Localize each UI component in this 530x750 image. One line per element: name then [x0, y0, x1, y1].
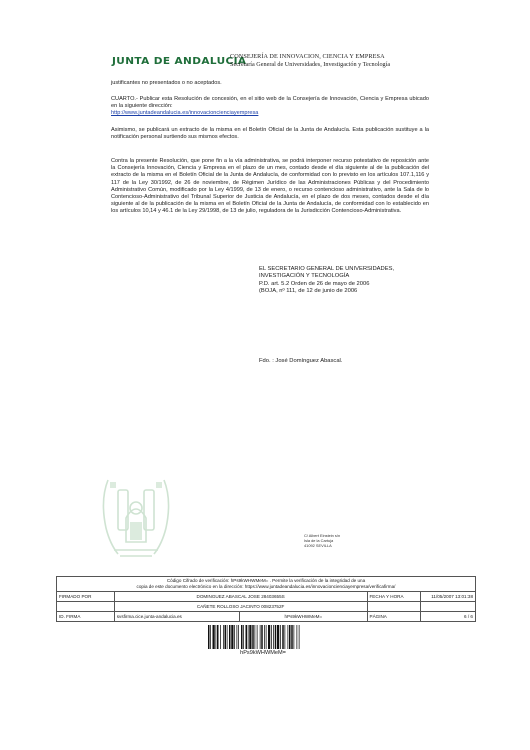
paragraph-cuarto-text: CUARTO.- Publicar esta Resolución de concesión, en el sitio web de la Consejería de Innovación, Ciencia y Empresa ubicado en la siguiente dirección: [111, 96, 429, 110]
address-block [304, 533, 340, 549]
id-firma-label: ID. FIRMA [57, 612, 115, 621]
signature-block [259, 266, 429, 296]
verification-code: hPs9kWHWMeM= [240, 612, 367, 621]
table-row [57, 602, 475, 612]
signer-2: CAÑETE ROLLOSO JACINTO 00823752F [115, 602, 368, 611]
junta-logo: JUNTA DE ANDALUCIA [112, 55, 247, 67]
signature-line-2: INVESTIGACIÓN Y TECNOLOGÍA [259, 273, 350, 280]
signature-line-1: EL SECRETARIO GENERAL DE UNIVERSIDADES, [259, 266, 395, 272]
barcode-icon [208, 625, 318, 649]
verification-header [57, 577, 475, 592]
paragraph-cuarto [111, 96, 429, 118]
signature-line-4: (BOJA, nº 111, de 12 de junio de 2006 [259, 288, 358, 295]
address-line-2: Isla de la Cartuja [304, 538, 334, 544]
empty-cell [368, 602, 422, 611]
address-line-1: C/ Albert Einstein s/n [304, 533, 341, 538]
empty-cell [57, 602, 115, 611]
signature-line-3: P.D. art. 5.2 Orden de 26 de mayo de 2006 [259, 280, 370, 287]
paragraph-recurso: Contra la presente Resolución, que pone fin a la vía administrativa, se podrá interponer recurso potestativo de reposición ante la Consejería Innovación, Ciencia y Empresa en el plazo de un mes, contado desde el día siguiente al de la publicación del extracto de la misma en el Boletín Oficial de la Junta de Andalucía, de conformidad con lo previsto en los artículos 107.1,116 y 117 de la Ley 30/1992, de 26 de noviembre, de Régimen Jurídico de las Administraciones Públicas y del Procedimiento Administrativo Común, modificado por la Ley 4/1999, de 13 de enero, o recurso contencioso administrativo, ante la Sala de lo Contencioso-Administrativo del Tribunal Superior de Justicia de Andalucía, en el plazo de dos meses, contados desde el día siguiente al de la publicación de la misma en el Boletín Oficial de la Junta de Andalucía, de conformidad con lo establecido en los artículos 10,14 y 46.1 de la Ley 29/1998, de 13 de julio, reguladora de la Jurisdicción Contencioso-Administrativa. [111, 158, 429, 215]
verification-line-2: copia de este documento electrónico en la dirección: https://www.juntadeandalucia.es/innovacioncienciayempresa/verificafirma/ [136, 584, 396, 589]
verification-line-1: Código Cifrado de verificación: hPs9kWHWMeM= . Permite la verificación de la integridad de una [166, 578, 366, 583]
verification-table [56, 576, 476, 622]
empty-cell [421, 602, 475, 611]
coat-of-arms-watermark-icon [96, 470, 176, 560]
paragraph-asimismo: Asimismo, se publicará un extracto de la misma en el Boletín Oficial de la Junta de Andalucía. Esta publicación sustituye a la notificación personal surtiendo sus mismos efectos. [111, 127, 429, 141]
pagina-value: 6 / 6 [464, 614, 473, 619]
id-firma-value: svsfirma.cice.junta-andalucia.es [115, 612, 240, 621]
firmado-por-label: FIRMADO POR [57, 592, 115, 601]
pagina-label: PÁGINA [368, 612, 422, 621]
department-header [230, 53, 390, 69]
paragraph-justificantes: justificantes no presentados o no aceptados. [111, 80, 222, 86]
consejeria-link[interactable]: http://www.juntadeandalucia.es/innovacioncienciayempresa [111, 110, 259, 117]
table-row [57, 592, 475, 602]
signer-1: DOMINGUEZ ABASCAL JOSE 28403655S [115, 592, 368, 601]
department-name: CONSEJERÍA DE INNOVACION, CIENCIA Y EMPRESA [230, 53, 385, 60]
fecha-label: FECHA Y HORA [368, 592, 422, 601]
barcode-text: hPs9kWHWMeM= [240, 650, 286, 656]
signatory-name: Fdo. : José Domínguez Abascal. [259, 358, 343, 364]
table-row [57, 612, 475, 621]
sub-department-name: Secretaría General de Universidades, Investigación y Tecnología [230, 61, 391, 68]
fecha-value: 11/05/2007 13:01:38 [431, 594, 473, 599]
address-line-3: 41092 SEVILLA [304, 543, 332, 549]
